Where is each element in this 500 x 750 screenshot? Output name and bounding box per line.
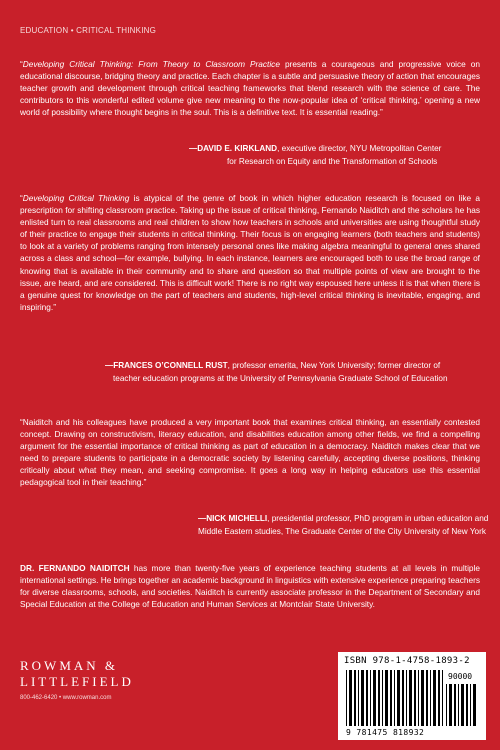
isbn-barcode: [338, 652, 486, 740]
barcode-bar: [473, 684, 476, 726]
endorsement-1-attribution: [189, 143, 441, 155]
endorsement-2-text: is atypical of the genre of book in which higher education research is focused on like a prescription for shifting classroom practice. Taking up the issue of critical thinking, Fernando Naiditch and the scholars he has enlisted turn to real classrooms and real children to show how teachers in schools and universities are using thoughtful study of their practice to engage their students in critical thinking. Their focus is on engaging learners (both teachers and students) to look at a variety of problems ranging from intensely personal ones like making algebra meaningful to general ones shared across a class and school—for example, bullying. In each instance, learners are encouraged both to use the broad range of knowing that is available in their community and to share and question so that multiple points of view are brought to the issue, are heard, and are considered. This is difficult work! There is no right way espoused here unless it is that when there is a genuine quest for knowledge on the part of teachers and students, high-level critical thinking is inevitable, engaging, and inspiring.”: [20, 193, 480, 312]
endorsement-1: “Developing Critical Thinking: From Theory to Classroom Practice presents a courageous and progressive voice on educational discourse, bridging theory and practice. Each chapter is a subtle and persuasive theory of action that encourages teacher growth and development through critical teaching frameworks that blend research with the science of care. The contributors to this wonderful edited volume give new meaning to the now-popular idea of ‘critical thinking,’ opening a new world of possibility where thought begins in the soul. This is a definitive text. It is essential reading.”: [20, 59, 481, 118]
publisher-name-line2: LITTLEFIELD: [20, 674, 134, 689]
barcode-bar: [458, 684, 459, 726]
barcode-bar: [454, 684, 456, 726]
endorsement-2-attribution: [105, 360, 440, 372]
barcode-bar: [438, 670, 440, 726]
barcode-bar: [361, 670, 364, 726]
barcode-bar: [406, 670, 407, 726]
isbn-number: ISBN 978-1-4758-1893-2: [344, 656, 470, 666]
barcode-bar: [409, 670, 412, 726]
barcode-bar: [433, 670, 436, 726]
barcode-bar: [390, 670, 392, 726]
barcode-bar: [349, 670, 352, 726]
publisher-contact: 800-462-6420 • www.rowman.com: [20, 695, 112, 701]
endorsement-3: “Naiditch and his colleagues have produced a very important book that examines critical thinking, an essentially contested concept. Drawing on constructivism, literacy education, and disabilities education among other fields, we find a compelling argument for the essential importance of critical thinking as part of education in a democracy. Naiditch makes clear that we need to prepare students to participate in a democratic society by listening carefully, accepting diverse positions, thinking critically about what they mean, and seeking compromise. It goes a long way in helping educators use this essential pedagogical tool in their teaching.”: [20, 417, 480, 488]
endorsement-1-name: —DAVID E. KIRKLAND: [189, 144, 278, 153]
endorsement-3-role: , presidential professor, PhD program in urban education and: [267, 514, 489, 523]
barcode-bar: [382, 670, 383, 726]
barcode-bar: [430, 670, 431, 726]
barcode-bars-addon: [446, 684, 480, 728]
barcode-bar: [397, 670, 400, 726]
barcode-bar: [426, 670, 428, 726]
barcode-bar: [449, 684, 452, 726]
barcode-bar: [470, 684, 471, 726]
barcode-bar: [461, 684, 464, 726]
barcode-bar: [366, 670, 368, 726]
endorsement-2-role: , professor emerita, New York University; former director of: [227, 361, 441, 370]
endorsement-2-book-title: Developing Critical Thinking: [22, 193, 130, 203]
author-name: DR. FERNANDO NAIDITCH: [20, 563, 130, 573]
publisher-logo: [20, 658, 160, 701]
endorsement-2: “Developing Critical Thinking is atypical of the genre of book in which higher education research is focused on like a prescription for shifting classroom practice. Taking up the issue of critical thinking, Fernando Naiditch and the scholars he has enlisted turn to real classrooms and real children to show how teachers in schools and universities are using thoughtful study of their practice to engage their students in critical thinking. Their focus is on engaging learners (both teachers and students) to look at a variety of problems ranging from intensely personal ones like making algebra meaningful to general ones shared across a class and school—for example, bullying. In each instance, learners are encouraged both to use the broad range of knowing that is available in their community and to share and question so that multiple points of view are brought to the issue, are heard, and are considered. This is difficult work! There is no right way espoused here unless it is that when there is a genuine quest for knowledge on the part of teachers and students, high-level critical thinking is inevitable, engaging, and inspiring.”: [20, 193, 480, 312]
price-code: 90000: [448, 672, 473, 681]
barcode-bar: [378, 670, 380, 726]
barcode-bars-main: [346, 670, 446, 728]
endorsement-1-book-title: Developing Critical Thinking: From Theory to Classroom Practice: [22, 59, 280, 69]
endorsement-1-text: presents a courageous and progressive voice on educational discourse, bridging theory and practice. Each chapter is a subtle and persuasive theory of action that encourages teacher growth and development through critical teaching frameworks that blend research with the science of care. The contributors to this wonderful edited volume give new meaning to the now-popular idea of ‘critical thinking,’ opening a new world of possibility where thought begins in the soul. This is a definitive text. It is essential reading.”: [20, 59, 481, 118]
barcode-bar: [370, 670, 371, 726]
category-label: EDUCATION • CRITICAL THINKING: [20, 26, 157, 35]
barcode-bar: [446, 684, 447, 726]
barcode-bar: [346, 670, 347, 726]
barcode-bar: [373, 670, 376, 726]
barcode-bar: [394, 670, 395, 726]
endorsement-3-name: —NICK MICHELLI: [198, 514, 268, 523]
endorsement-1-affiliation: for Research on Equity and the Transformation of Schools: [227, 157, 438, 166]
barcode-bar: [442, 670, 443, 726]
author-bio: [20, 562, 480, 610]
endorsement-3-attribution: [198, 513, 488, 525]
barcode-bar: [402, 670, 404, 726]
publisher-name-line1: ROWMAN &: [20, 658, 119, 673]
endorsement-1-role: , executive director, NYU Metropolitan Center: [277, 144, 442, 153]
barcode-digits: 9 781475 818932: [346, 728, 425, 737]
barcode-bar: [466, 684, 468, 726]
barcode-bar: [385, 670, 388, 726]
barcode-bar: [418, 670, 419, 726]
endorsement-2-name: —FRANCES O’CONNELL RUST: [105, 361, 228, 370]
author-bio-text: has more than twenty-five years of experience teaching students at all levels in multiple international settings. He brings together an academic background in linguistics with extensive experience preparing teachers for diverse classrooms, schools, and societies. Naiditch is currently associate professor in the Department of Secondary and Special Education at the College of Education and Human Services at Montclair State University.: [20, 563, 480, 610]
barcode-bar: [421, 670, 424, 726]
barcode-bar: [414, 670, 416, 726]
endorsement-3-affiliation: Middle Eastern studies, The Graduate Center of the City University of New York: [198, 527, 486, 536]
barcode-bar: [354, 670, 356, 726]
barcode-bar: [358, 670, 359, 726]
endorsement-2-affiliation: teacher education programs at the University of Pennsylvania Graduate School of Education: [113, 374, 448, 383]
